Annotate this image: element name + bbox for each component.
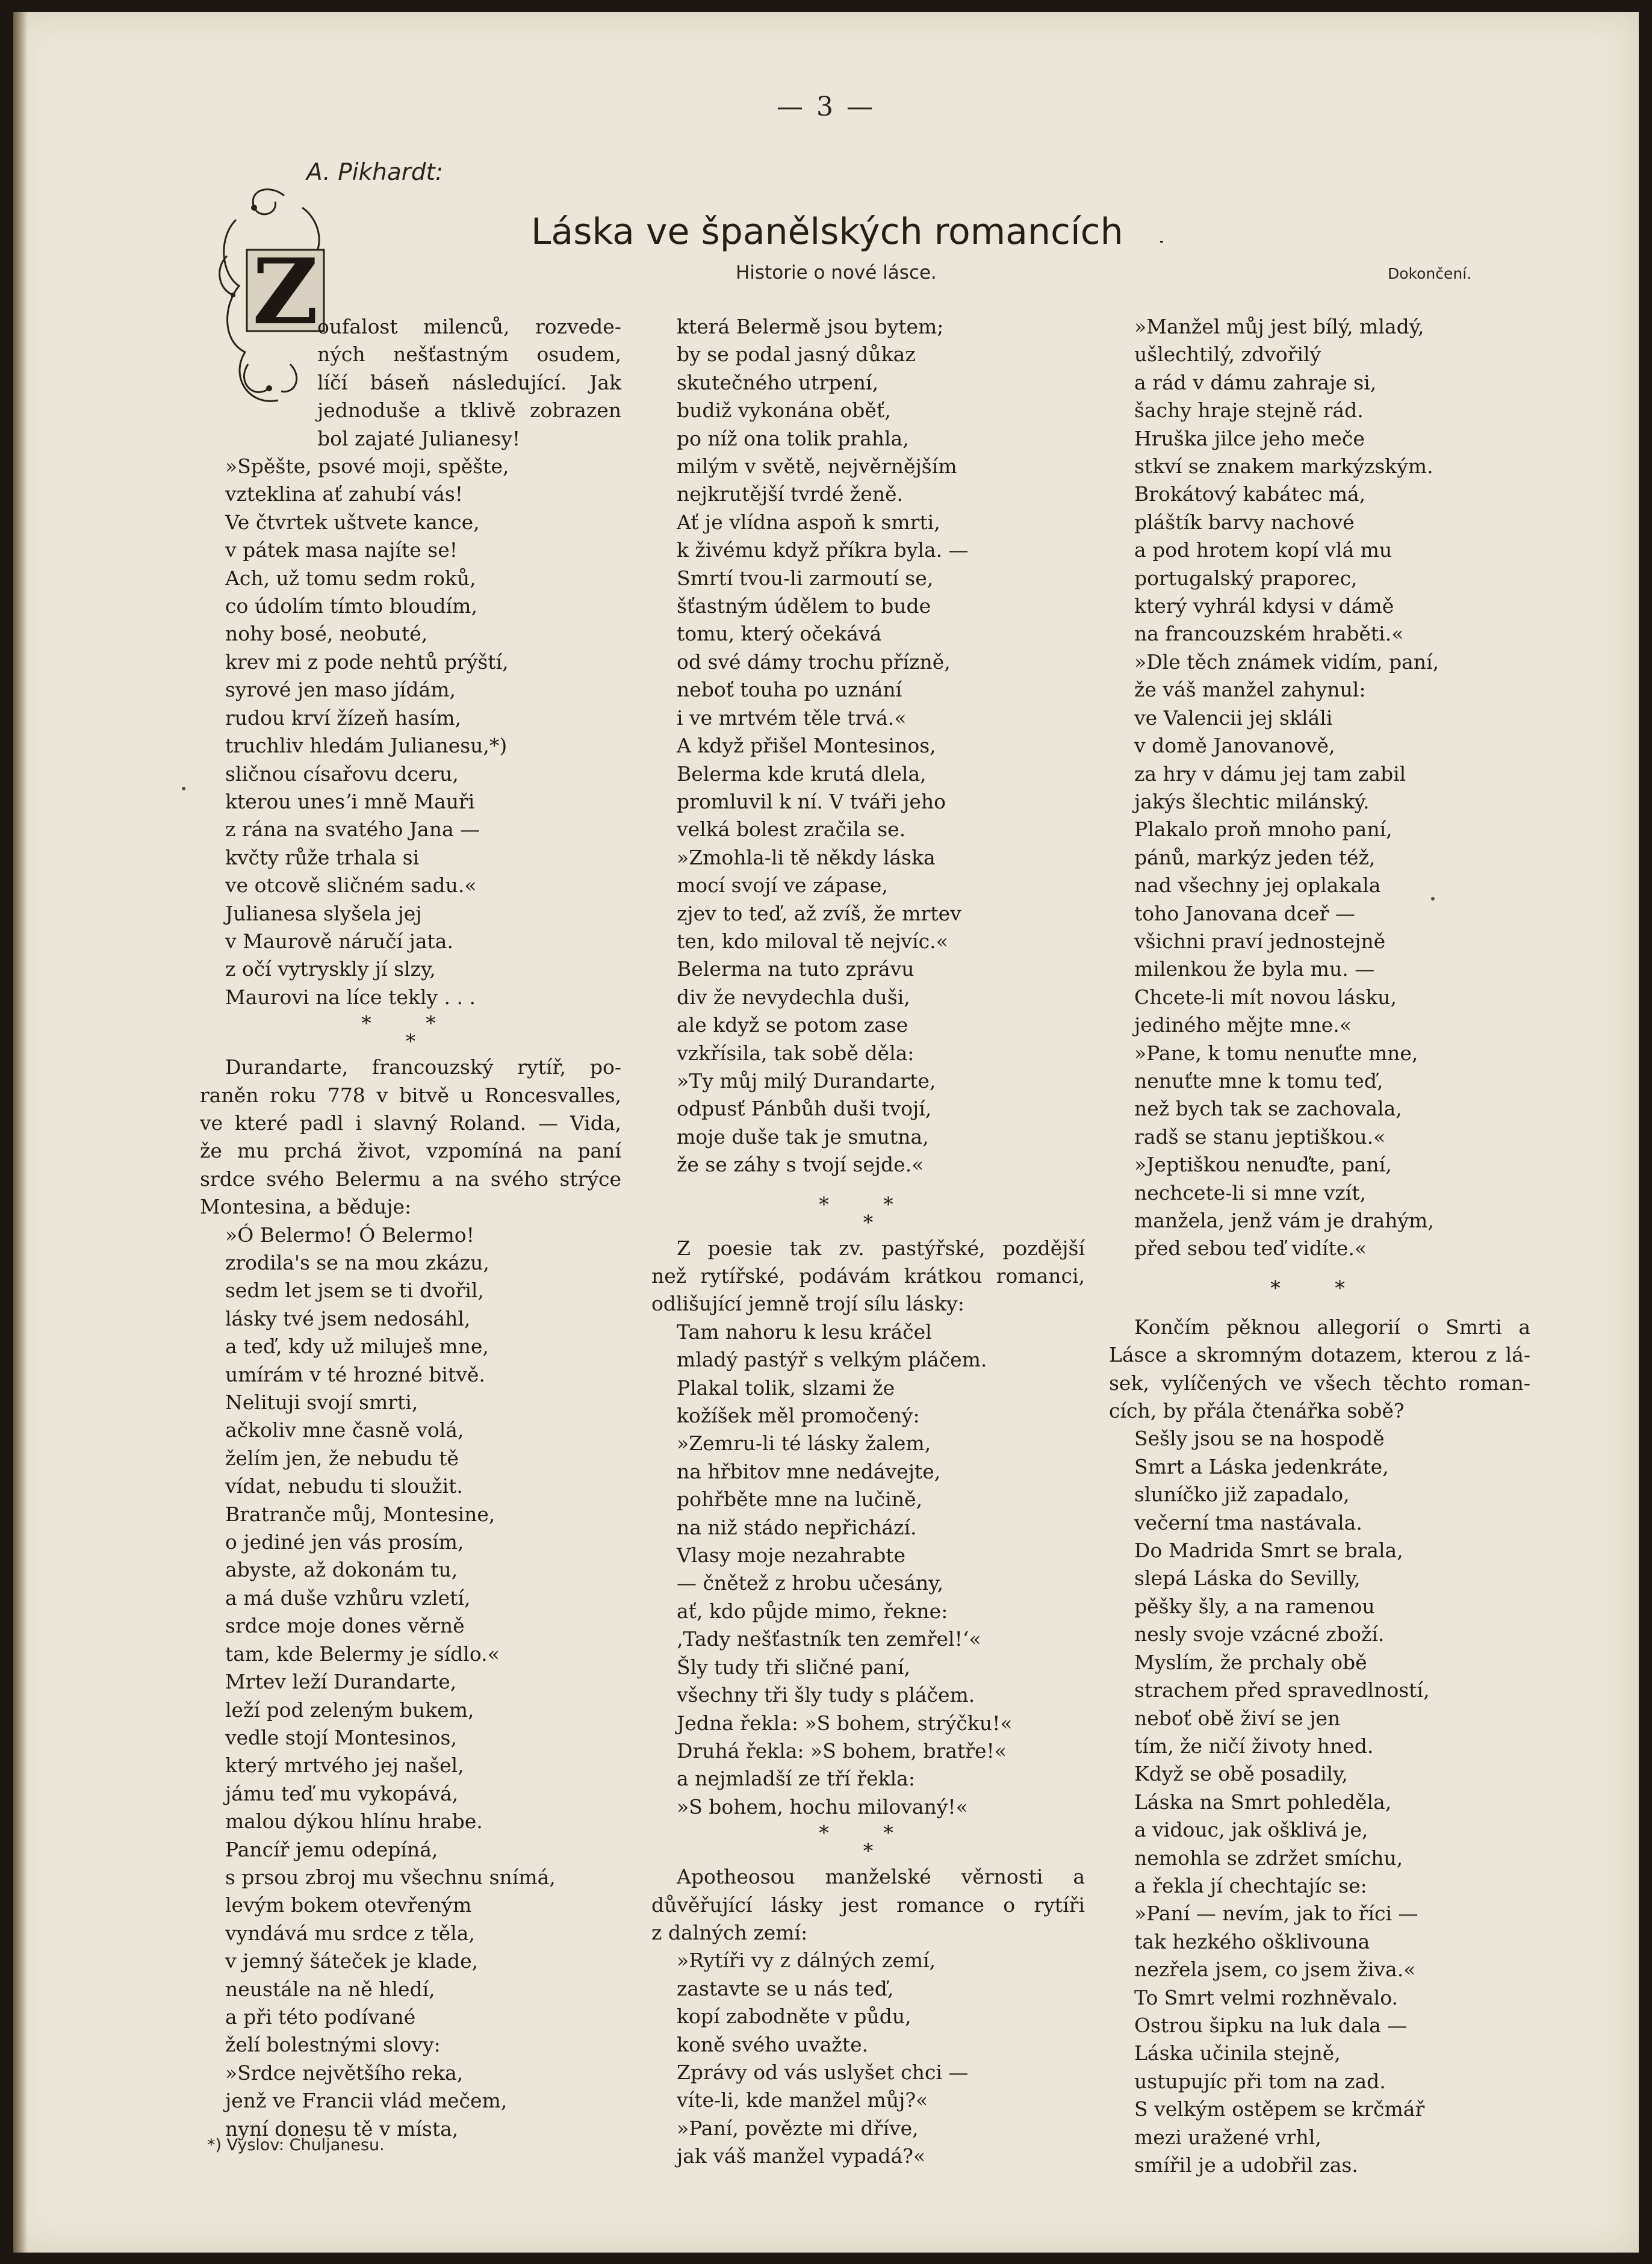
text-line: Lásce a skromným dotazem, kterou z lá- xyxy=(1109,1343,1530,1367)
text-line xyxy=(1109,1300,1530,1313)
text-line: »Jeptiškou nenuďte, paní, xyxy=(1134,1153,1392,1177)
text-line: srdce svého Belermu a na svého strýce xyxy=(200,1167,621,1191)
text-line: A když přišel Montesinos, xyxy=(677,734,936,758)
text-line: a pod hrotem kopí vlá mu xyxy=(1134,538,1393,562)
text-line: nohy bosé, neobuté, xyxy=(225,622,428,646)
text-line: za hry v dámu jej tam zabil xyxy=(1134,761,1406,786)
text-line: a nejmladší ze tří řekla: xyxy=(677,1767,915,1791)
section-divider: * xyxy=(863,1210,874,1234)
text-line: »S bohem, hochu milovaný!« xyxy=(677,1794,968,1819)
text-line: neustále na ně hledí, xyxy=(225,1977,435,2001)
text-line: než rytířské, podávám krátkou romanci, xyxy=(651,1264,1085,1288)
text-line: tam, kde Belermy je sídlo.« xyxy=(225,1642,500,1666)
text-line: koně svého uvažte. xyxy=(677,2032,869,2056)
text-line: nad všechny jej oplakala xyxy=(1134,873,1381,898)
text-line: S velkým ostěpem se krčmář xyxy=(1134,2097,1425,2121)
text-line: kopí zabodněte v půdu, xyxy=(677,2005,911,2029)
text-line: srdce moje dones věrně xyxy=(225,1614,465,1638)
text-line: »Paní, povězte mi dříve, xyxy=(677,2116,919,2140)
text-line: abyste, až dokonám tu, xyxy=(225,1558,458,1582)
section-divider: * * xyxy=(1270,1276,1369,1300)
text-line: Nelituji svojí smrti, xyxy=(225,1391,418,1415)
text-line: nemohla se zdržet smíchu, xyxy=(1134,1846,1403,1870)
text-line: vzkřísila, tak sobě děla: xyxy=(677,1041,914,1065)
text-line: »Srdce největšího reka, xyxy=(225,2061,464,2085)
text-line: v pátek masa najíte se! xyxy=(225,538,458,562)
text-line: Když se obě posadily, xyxy=(1134,1762,1348,1786)
text-line: ustupujíc při tom na zad. xyxy=(1134,2069,1386,2093)
text-line: ve otcově sličném sadu.« xyxy=(225,873,477,898)
text-line: nyní donesu tě v místa, xyxy=(225,2117,459,2141)
text-line: milým v světě, nejvěrnějším xyxy=(677,454,957,479)
article-title: Láska ve španělských romancích xyxy=(531,211,1123,253)
text-line: ných nešťastným osudem, xyxy=(317,343,621,367)
text-line: levým bokem otevřeným xyxy=(225,1893,472,1917)
text-line: Mrtev leží Durandarte, xyxy=(225,1670,457,1694)
text-line: a rád v dámu zahraje si, xyxy=(1134,370,1377,394)
text-line: »Zemru-li té lásky žalem, xyxy=(677,1431,931,1456)
text-line: »Dle těch známek vidím, paní, xyxy=(1134,650,1439,674)
text-line: leží pod zeleným bukem, xyxy=(225,1698,474,1722)
text-line: jediného mějte mne.« xyxy=(1134,1013,1352,1037)
text-line: jenž ve Francii vlád mečem, xyxy=(225,2089,508,2113)
text-line: nesly svoje vzácné zboží. xyxy=(1134,1622,1385,1646)
text-line: neboť obě živí se jen xyxy=(1134,1706,1341,1730)
text-line: sek, vylíčených ve všech těchto roman- xyxy=(1109,1371,1530,1395)
text-line: — čnětež z hrobu učesány, xyxy=(677,1571,943,1595)
text-line: radš se stanu jeptiškou.« xyxy=(1134,1124,1386,1149)
text-line: Ostrou šipku na luk dala — xyxy=(1134,2013,1408,2037)
text-line: »Paní — nevím, jak to říci — xyxy=(1134,1902,1418,1926)
text-line: jámu teď mu vykopává, xyxy=(225,1781,459,1805)
text-line: nechcete-li si mne vzít, xyxy=(1134,1180,1366,1205)
text-line: Sešly jsou se na hospodě xyxy=(1134,1427,1385,1451)
text-line: odpusť Pánbůh duši tvojí, xyxy=(677,1097,932,1121)
text-line: Z poesie tak zv. pastýřské, pozdější xyxy=(677,1236,1085,1260)
text-line: šťastným údělem to bude xyxy=(677,594,931,618)
text-line: To Smrt velmi rozhněvalo. xyxy=(1134,1985,1399,2009)
text-line: pánů, markýz jeden též, xyxy=(1134,845,1376,869)
text-line: vyndává mu srdce z těla, xyxy=(225,1921,475,1945)
ink-speck xyxy=(182,787,185,790)
text-line: z očí vytryskly jí slzy, xyxy=(225,957,436,981)
text-line: jakýs šlechtic milánský. xyxy=(1134,789,1370,813)
text-line: mocí svojí ve zápase, xyxy=(677,873,888,898)
text-line: Láska učinila stejně, xyxy=(1134,2041,1341,2065)
text-line: k živému když příkra byla. — xyxy=(677,538,969,562)
text-line: po níž ona tolik prahla, xyxy=(677,426,909,450)
text-line: ‚Tady nešťastník ten zemřel!‘« xyxy=(677,1627,981,1651)
text-line: Končím pěknou allegorií o Smrti a xyxy=(1134,1315,1530,1339)
text-line: Druhá řekla: »S bohem, bratře!« xyxy=(677,1738,1007,1763)
text-line: než bych tak se zachovala, xyxy=(1134,1097,1402,1121)
text-line: odlišující jemně trojí sílu lásky: xyxy=(651,1292,964,1316)
text-line: Plakal tolik, slzami že xyxy=(677,1375,895,1400)
text-line: portugalský praporec, xyxy=(1134,566,1358,590)
text-column-3 xyxy=(1109,313,1530,2179)
text-line: Belerma kde krutá dlela, xyxy=(677,761,927,786)
text-line: Jedna řekla: »S bohem, strýčku!« xyxy=(677,1711,1013,1735)
text-line: Apotheosou manželské věrnosti a xyxy=(677,1865,1085,1889)
text-line: smířil je a udobřil zas. xyxy=(1134,2153,1358,2177)
text-line: Smrtí tvou-li zarmoutí se, xyxy=(677,566,934,590)
text-line: truchliv hledám Julianesu,*) xyxy=(225,734,508,758)
text-line: by se podal jasný důkaz xyxy=(677,343,916,367)
text-line: Ve čtvrtek uštvete kance, xyxy=(225,510,480,534)
text-line: mezi uražené vrhl, xyxy=(1134,2125,1321,2149)
text-line: ale když se potom zase xyxy=(677,1013,908,1037)
text-line: sličnou císařovu dceru, xyxy=(225,761,459,786)
text-line: ten, kdo miloval tě nejvíc.« xyxy=(677,929,948,953)
section-divider: * xyxy=(405,1029,416,1053)
text-line: od své dámy trochu přízně, xyxy=(677,650,951,674)
text-line: želí bolestnými slovy: xyxy=(225,2033,441,2057)
text-line: vedle stojí Montesinos, xyxy=(225,1725,457,1749)
text-line: z rána na svatého Jana — xyxy=(225,817,480,842)
article-subtitle: Historie o nové lásce. xyxy=(736,262,937,284)
text-line: »Ty můj milý Durandarte, xyxy=(677,1068,936,1093)
text-line: sluníčko již zapadalo, xyxy=(1134,1483,1350,1507)
section-divider: * xyxy=(863,1839,874,1863)
text-line: promluvil k ní. V tváři jeho xyxy=(677,789,946,813)
text-line: ať, kdo půjde mimo, řekne: xyxy=(677,1599,948,1623)
text-line: kvčty růže trhala si xyxy=(225,845,420,869)
text-line: nenuťte mne k tomu teď, xyxy=(1134,1068,1383,1093)
text-line: »Zmohla-li tě někdy láska xyxy=(677,845,936,869)
text-column-1 xyxy=(200,313,621,2143)
text-line: nejkrutější tvrdé ženě. xyxy=(677,482,904,506)
text-line: »Rytíři vy z dálných zemí, xyxy=(677,1949,936,1973)
text-line: kožíšek měl promočený: xyxy=(677,1404,920,1428)
text-line: co údolím tímto bloudím, xyxy=(225,594,477,618)
text-line: toho Janovana dceř — xyxy=(1134,901,1355,925)
text-line: »Pane, k tomu nenuťte mne, xyxy=(1134,1041,1418,1065)
text-line: Tam nahoru k lesu kráčel xyxy=(677,1320,932,1344)
text-line: víte-li, kde manžel můj?« xyxy=(677,2088,928,2112)
text-line: líčí báseň následující. Jak xyxy=(317,370,621,394)
text-line: neboť touha po uznání xyxy=(677,678,902,702)
text-line: želím jen, že nebudu tě xyxy=(225,1446,459,1470)
text-line: před sebou teď vidíte.« xyxy=(1134,1236,1367,1261)
text-line: na hřbitov mne nedávejte, xyxy=(677,1459,941,1483)
text-line: Do Madrida Smrt se brala, xyxy=(1134,1539,1403,1563)
text-line: pohřběte mne na lučině, xyxy=(677,1487,923,1512)
text-line: manžela, jenž vám je drahým, xyxy=(1134,1209,1434,1232)
text-line: umírám v té hrozné bitvě. xyxy=(225,1362,485,1386)
page-number: — 3 — xyxy=(777,91,875,122)
section-divider: * * xyxy=(819,1821,918,1845)
text-line: tím, že ničí životy hned. xyxy=(1134,1734,1374,1758)
text-line: Pancíř jemu odepíná, xyxy=(225,1837,438,1861)
section-divider: * * xyxy=(361,1011,460,1035)
text-line: Vlasy moje nezahrabte xyxy=(677,1543,905,1568)
text-line: sedm let jsem se ti dvořil, xyxy=(225,1279,484,1303)
text-line: a má duše vzhůru vzletí, xyxy=(225,1586,471,1610)
text-line: šachy hraje stejně rád. xyxy=(1134,399,1364,423)
text-line: Belerma na tuto zprávu xyxy=(677,957,914,981)
text-line: nezřela jsem, co jsem živa.« xyxy=(1134,1958,1416,1982)
text-line: tak hezkého ošklivouna xyxy=(1134,1929,1370,1953)
text-line: moje duše tak je smutna, xyxy=(677,1124,929,1149)
text-line: zastavte se u nás teď, xyxy=(677,1976,894,2000)
text-line: na francouzském hraběti.« xyxy=(1134,622,1404,646)
text-line: který mrtvého jej našel, xyxy=(225,1754,464,1778)
text-line: s prsou zbroj mu všechnu snímá, xyxy=(225,1865,556,1889)
text-line: důvěřující lásky jest romance o rytíři xyxy=(651,1893,1085,1917)
text-line: Šly tudy tři sličné paní, xyxy=(677,1655,911,1679)
text-line: jednoduše a tklivě zobrazen xyxy=(317,399,621,423)
text-line: kterou unesʼi mně Mauři xyxy=(225,789,475,813)
text-line: »Spěšte, psové moji, spěšte, xyxy=(225,454,509,479)
text-line: syrové jen maso jídám, xyxy=(225,678,456,702)
text-line: ušlechtilý, zdvořilý xyxy=(1134,343,1321,367)
text-line: zrodila's se na mou zkázu, xyxy=(225,1251,489,1274)
text-line: a řekla jí chechtajíc se: xyxy=(1134,1873,1367,1897)
text-line: Brokátový kabátec má, xyxy=(1134,482,1366,506)
text-line: Ach, už tomu sedm roků, xyxy=(225,566,476,590)
text-line: na niž stádo nepřichází. xyxy=(677,1515,917,1539)
text-line: Zprávy od vás uslyšet chci — xyxy=(677,2060,969,2084)
text-line: večerní tma nastávala. xyxy=(1134,1510,1362,1534)
text-line: skutečného utrpení, xyxy=(677,370,879,394)
text-line: všechny tři šly tudy s pláčem. xyxy=(677,1683,975,1707)
text-line: Chcete-li mít novou lásku, xyxy=(1134,985,1397,1009)
text-line: lásky tvé jsem nedosáhl, xyxy=(225,1306,471,1330)
text-line: v Maurově náručí jata. xyxy=(225,929,453,953)
text-line: Láska na Smrt pohleděla, xyxy=(1134,1790,1392,1814)
text-line: »Manžel můj jest bílý, mladý, xyxy=(1134,315,1424,338)
text-line: »Ó Belermo! Ó Belermo! xyxy=(225,1223,474,1247)
continuation-note: Dokončení. xyxy=(1388,265,1472,282)
text-line: rudou krví žízeň hasím, xyxy=(225,706,462,730)
text-line: Hruška jilce jeho meče xyxy=(1134,426,1365,450)
text-line: Julianesa slyšela jej xyxy=(225,901,422,925)
text-line: raněn roku 778 v bitvě u Roncesvalles, xyxy=(200,1083,621,1107)
footnote: *) Vyslov: Chuljanesu. xyxy=(207,2136,385,2154)
text-line: Ať je vlídna aspoň k smrti, xyxy=(677,510,940,534)
journal-page xyxy=(13,12,1639,2253)
text-line: milenkou že byla mu. — xyxy=(1134,957,1375,981)
text-line: div že nevydechla duši, xyxy=(677,985,910,1009)
text-line: Durandarte, francouzský rytíř, po- xyxy=(225,1055,621,1079)
initial-letter-glyph: Z xyxy=(252,239,318,345)
text-line: z dalných zemí: xyxy=(651,1920,808,1944)
text-line: o jediné jen vás prosím, xyxy=(225,1530,464,1554)
text-line: zjev to teď, až zvíš, že mrtev xyxy=(677,901,961,925)
text-line: slepá Láska do Sevilly, xyxy=(1134,1566,1361,1590)
text-line: mladý pastýř s velkým pláčem. xyxy=(677,1348,987,1372)
text-line: že váš manžel zahynul: xyxy=(1134,678,1366,702)
text-line xyxy=(1109,1263,1530,1276)
text-line: která Belermě jsou bytem; xyxy=(677,315,944,338)
text-line: v jemný šáteček je klade, xyxy=(225,1949,479,1973)
text-line: vzteklina ať zahubí vás! xyxy=(225,482,464,506)
text-line xyxy=(651,1179,1085,1192)
text-line: ačkoliv mne časně volá, xyxy=(225,1418,464,1442)
text-line: Maurovi na líce tekly . . . xyxy=(225,985,476,1009)
text-line: že mu prchá život, vzpomíná na paní xyxy=(200,1139,621,1163)
text-line: velká bolest zračila se. xyxy=(677,817,906,842)
text-line: malou dýkou hlínu hrabe. xyxy=(225,1810,483,1834)
section-divider: * * xyxy=(819,1192,918,1216)
text-line: ve Valencii jej skláli xyxy=(1134,706,1333,730)
title-mark xyxy=(1160,241,1163,243)
text-line: pláštík barvy nachové xyxy=(1134,510,1355,534)
text-line: a teď, kdy už miluješ mne, xyxy=(225,1335,489,1359)
text-line: vídat, nebudu ti sloužit. xyxy=(225,1474,463,1498)
author-name: A. Pikhardt: xyxy=(306,159,443,186)
text-line: budiž vykonána oběť, xyxy=(677,399,891,423)
text-line: oufalost milenců, rozvede- xyxy=(317,315,621,338)
text-line: cích, by přála čtenářka sobě? xyxy=(1109,1399,1405,1423)
text-line: strachem před spravedlností, xyxy=(1134,1678,1430,1702)
text-line: stkví se znakem markýzským. xyxy=(1134,454,1433,479)
text-line: krev mi z pode nehtů prýští, xyxy=(225,650,509,674)
text-line: ve které padl i slavný Roland. — Vida, xyxy=(200,1111,621,1135)
text-line: všichni praví jednostejně xyxy=(1134,929,1386,953)
text-line: jak váš manžel vypadá?« xyxy=(677,2144,926,2168)
ink-speck xyxy=(1431,897,1435,901)
text-line: a vidouc, jak ošklivá je, xyxy=(1134,1818,1368,1842)
text-line: Montesina, a běduje: xyxy=(200,1195,412,1219)
text-line: Smrt a Láska jedenkráte, xyxy=(1134,1454,1389,1478)
text-line: bol zajaté Julianesy! xyxy=(317,426,521,450)
text-line: pěšky šly, a na ramenou xyxy=(1134,1594,1375,1618)
text-line: a při této podívané xyxy=(225,2005,416,2029)
text-line: i ve mrtvém těle trvá.« xyxy=(677,706,907,730)
text-line: Plakalo proň mnoho paní, xyxy=(1134,817,1393,842)
text-line: tomu, který očekává xyxy=(677,622,882,646)
text-line: Myslím, že prchaly obě xyxy=(1134,1650,1367,1674)
text-column-2 xyxy=(651,313,1085,2171)
text-line: který vyhrál kdysi v dámě xyxy=(1134,594,1394,618)
text-line: Bratranče můj, Montesine, xyxy=(225,1502,495,1526)
text-line: v domě Janovanově, xyxy=(1134,734,1335,758)
text-line: že se záhy s tvojí sejde.« xyxy=(677,1153,924,1177)
